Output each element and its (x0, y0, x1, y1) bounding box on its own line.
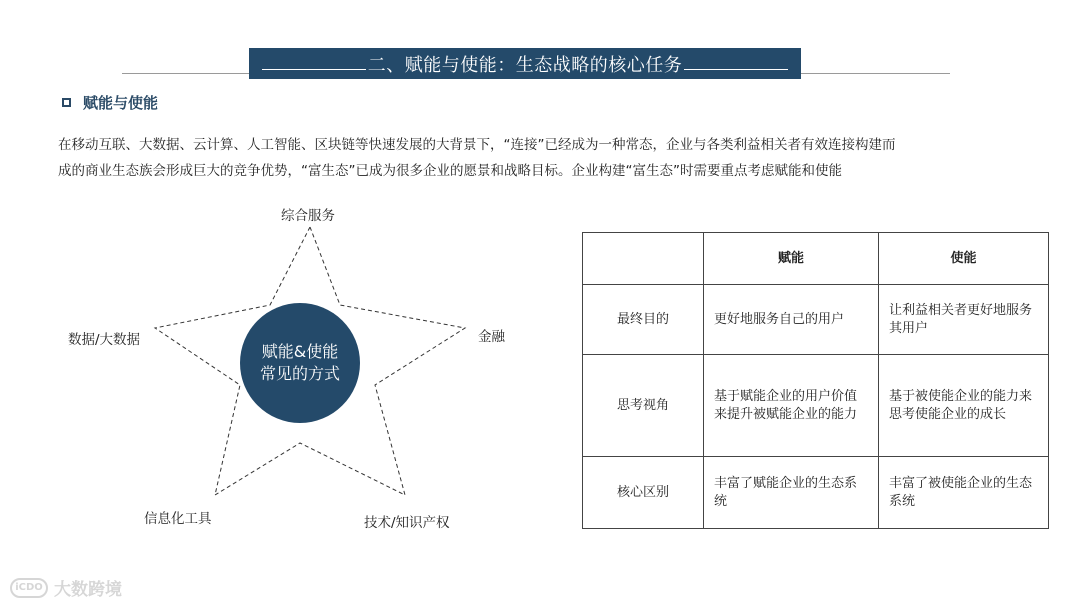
watermark-text: 大数跨境 (54, 580, 122, 600)
title-right-rule (684, 57, 788, 70)
center-label: 赋能&使能常见的方式 (259, 342, 340, 383)
star-point-bottom-left: 信息化工具 (144, 511, 212, 527)
table-row (583, 457, 1049, 529)
watermark-logo-icon: iCDO (10, 578, 48, 598)
cell-shineng: 丰富了被使能企业的生态系统 (879, 457, 1049, 529)
row-label: 最终目的 (583, 285, 704, 355)
table-header-row (583, 233, 1049, 285)
intro-line-2: 成的商业生态族会形成巨大的竞争优势，“富生态”已成为很多企业的愿景和战略目标。企业构建“富生态”时需要重点考虑赋能和使能 (58, 163, 842, 179)
row-label: 思考视角 (583, 355, 704, 457)
table-row (583, 355, 1049, 457)
table-header-funeng: 赋能 (704, 233, 879, 285)
star-point-right: 金融 (478, 329, 505, 345)
table-header-shineng: 使能 (879, 233, 1049, 285)
title-left-rule (262, 57, 366, 70)
table-header-empty (583, 233, 704, 285)
cell-funeng: 更好地服务自己的用户 (704, 285, 879, 355)
slide-title: 二、赋能与使能：生态战略的核心任务 (367, 54, 683, 76)
table-row (583, 285, 1049, 355)
star-point-bottom-right: 技术/知识产权 (364, 515, 450, 531)
square-bullet-icon (62, 98, 71, 107)
star-point-top: 综合服务 (281, 208, 335, 224)
center-circle (240, 303, 360, 423)
star-point-left: 数据/大数据 (68, 332, 141, 348)
section-heading-text: 赋能与使能 (83, 94, 159, 112)
row-label: 核心区别 (583, 457, 704, 529)
cell-shineng: 让利益相关者更好地服务其用户 (879, 285, 1049, 355)
star-diagram (0, 195, 560, 540)
section-heading (62, 92, 158, 113)
intro-paragraph (58, 132, 1018, 184)
intro-line-1: 在移动互联、大数据、云计算、人工智能、区块链等快速发展的大背景下，“连接”已经成为一种常态，企业与各类利益相关者有效连接构建而 (58, 137, 896, 153)
cell-funeng: 丰富了赋能企业的生态系统 (704, 457, 879, 529)
watermark (10, 575, 122, 600)
cell-shineng: 基于被使能企业的能力来思考使能企业的成长 (879, 355, 1049, 457)
comparison-table (582, 232, 1049, 529)
cell-funeng: 基于赋能企业的用户价值来提升被赋能企业的能力 (704, 355, 879, 457)
slide-title-bar (249, 48, 801, 79)
